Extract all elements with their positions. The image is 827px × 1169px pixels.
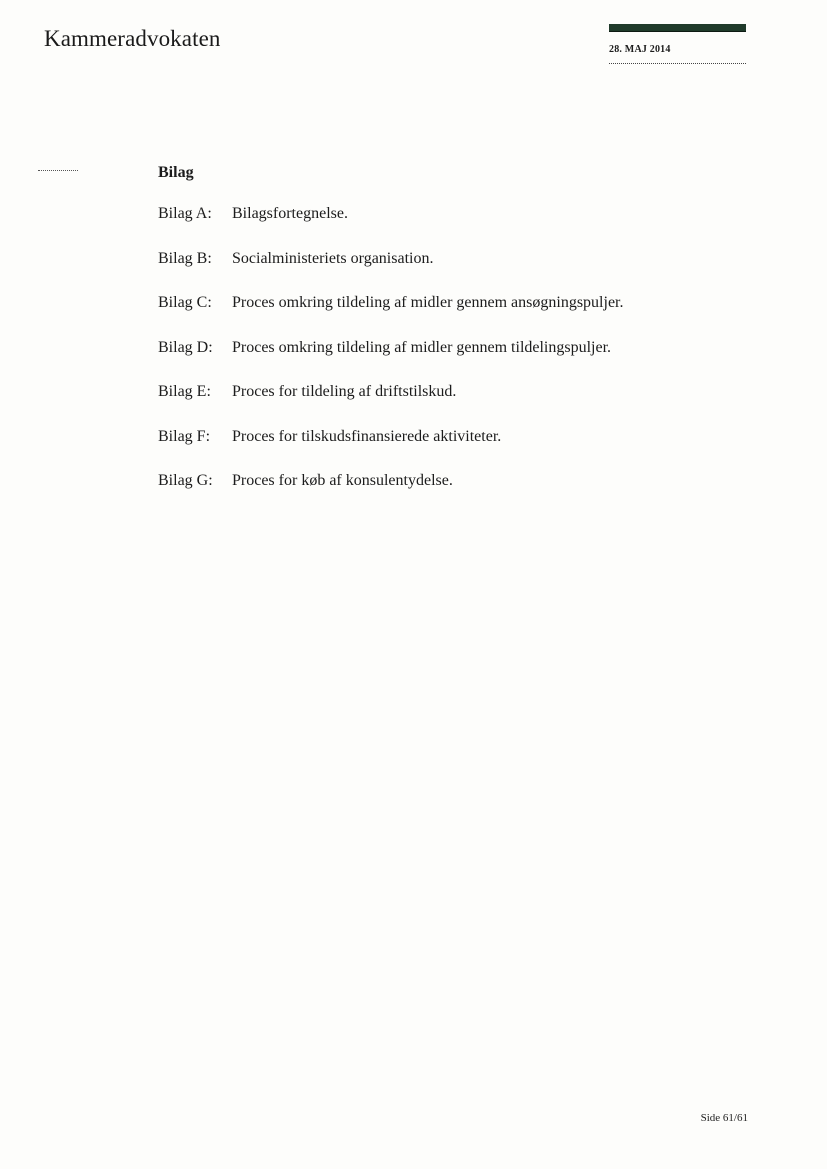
appendix-label: Bilag G: (158, 472, 213, 489)
appendix-label: Bilag B: (158, 249, 212, 267)
appendix-item (158, 204, 623, 249)
appendix-list (158, 204, 623, 516)
appendix-label: Bilag C: (158, 294, 212, 311)
margin-divider (38, 170, 78, 171)
section-heading: Bilag (158, 164, 194, 181)
date-divider (609, 63, 746, 64)
appendix-item (158, 293, 623, 338)
header-bar (609, 24, 746, 32)
appendix-title: Socialministeriets organisation. (232, 249, 434, 267)
appendix-label: Bilag D: (158, 338, 213, 356)
appendix-label: Bilag E: (158, 383, 211, 400)
appendix-title: Proces for tildeling af driftstilskud. (232, 383, 457, 400)
appendix-title: Proces for tilskudsfinansierede aktiviteter. (232, 427, 502, 445)
appendix-item (158, 249, 623, 294)
appendix-title: Proces for køb af konsulentydelse. (232, 472, 453, 489)
logo: Kammeradvokaten (44, 26, 221, 51)
appendix-label: Bilag A: (158, 205, 212, 222)
appendix-label: Bilag F: (158, 427, 211, 445)
appendix-title: Proces omkring tildeling af midler gennem ansøgningspuljer. (232, 294, 624, 311)
date-block (609, 24, 746, 64)
appendix-title: Proces omkring tildeling af midler gennem tildelingspuljer. (232, 338, 612, 356)
appendix-item (158, 382, 623, 427)
appendix-item (158, 338, 623, 383)
appendix-item (158, 427, 623, 472)
page-number: Side 61/61 (700, 1112, 748, 1124)
document-date: 28. MAJ 2014 (609, 44, 671, 55)
appendix-title: Bilagsfortegnelse. (232, 205, 348, 222)
appendix-item (158, 471, 623, 516)
